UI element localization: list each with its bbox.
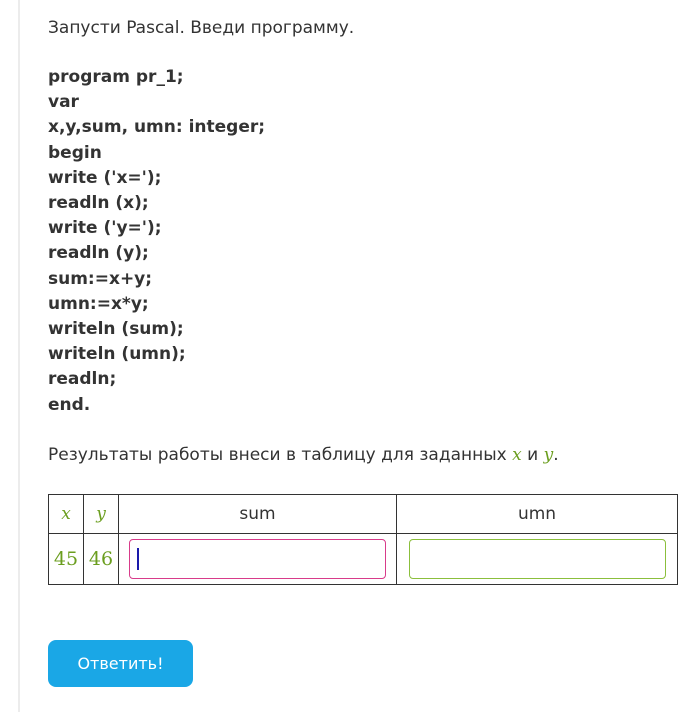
value-x: 45 bbox=[53, 548, 79, 570]
header-y-label: y bbox=[96, 504, 106, 524]
text-caret bbox=[137, 548, 139, 570]
code-line: umn:=x*y; bbox=[48, 293, 149, 314]
code-line: writeln (sum); bbox=[48, 319, 184, 340]
pascal-code-block bbox=[48, 65, 678, 418]
math-var-y: y bbox=[543, 444, 554, 465]
code-line: x,y,sum, umn: integer; bbox=[48, 117, 266, 138]
code-line: begin bbox=[48, 142, 102, 163]
table-header-row bbox=[49, 495, 678, 534]
value-y-cell bbox=[84, 534, 119, 585]
instruction-text: Запусти Pascal. Введи программу. bbox=[48, 18, 355, 38]
header-x bbox=[49, 495, 84, 534]
header-y bbox=[84, 495, 119, 534]
code-line: write ('y='); bbox=[48, 218, 162, 239]
code-line: readln (x); bbox=[48, 193, 149, 214]
task-text: Результаты работы внеси в таблицу для заданных bbox=[48, 444, 513, 465]
value-y: 46 bbox=[88, 548, 114, 570]
code-line: readln; bbox=[48, 369, 117, 390]
value-x-cell bbox=[49, 534, 84, 585]
header-x-label: x bbox=[61, 504, 71, 524]
sum-cell bbox=[119, 534, 397, 585]
code-line: sum:=x+y; bbox=[48, 268, 153, 289]
task-content bbox=[48, 16, 678, 673]
header-sum: sum bbox=[119, 495, 397, 534]
answer-table bbox=[48, 494, 678, 585]
code-line: write ('x='); bbox=[48, 167, 162, 188]
code-line: var bbox=[48, 92, 79, 113]
code-line: writeln (umn); bbox=[48, 344, 186, 365]
task-text-end: . bbox=[553, 444, 559, 465]
umn-cell bbox=[397, 534, 678, 585]
sum-input[interactable] bbox=[129, 539, 386, 579]
header-umn: umn bbox=[397, 495, 678, 534]
table-row bbox=[49, 534, 678, 585]
task-description bbox=[48, 443, 678, 468]
task-connector: и bbox=[521, 444, 544, 465]
code-line: end. bbox=[48, 394, 91, 415]
math-var-x: x bbox=[512, 444, 522, 465]
code-line: readln (y); bbox=[48, 243, 149, 264]
umn-input[interactable] bbox=[409, 539, 666, 579]
left-page-rule bbox=[18, 0, 20, 712]
submit-button[interactable]: Ответить! bbox=[48, 640, 193, 687]
code-line: program pr_1; bbox=[48, 67, 184, 87]
